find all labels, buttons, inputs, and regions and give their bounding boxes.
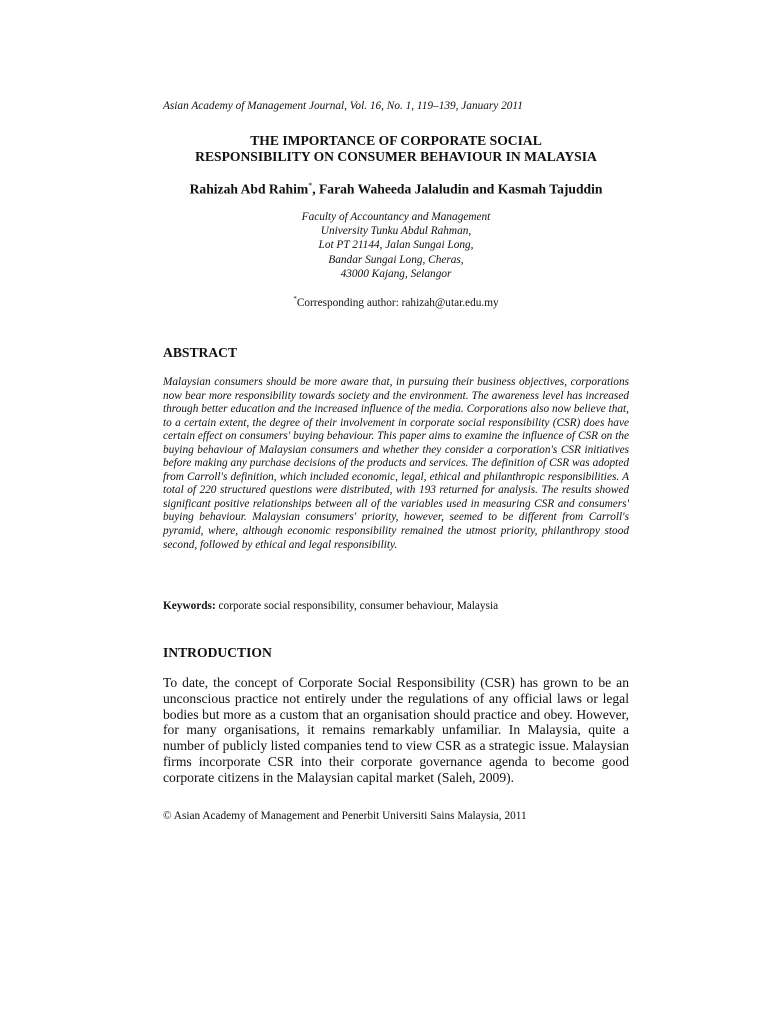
corresponding-mark: * (293, 295, 297, 303)
author-list (163, 181, 629, 198)
corresponding-author (163, 295, 629, 309)
keywords-text: corporate social responsibility, consumer behaviour, Malaysia (215, 600, 499, 612)
abstract-body: Malaysian consumers should be more aware that, in pursuing their business objectives, corporations now bear more responsibility towards society and the environment. The awareness level has increased through better education and the increased influence of the media. Corporations also now believe that, to a certain extent, the degree of their involvement in corporate social responsibility (CSR) does have certain effect on consumers' buying behaviour. This paper aims to examine the influence of CSR on the buying behaviour of Malaysian consumers and whether they consider a corporation's CSR initiatives before making any purchase decisions of the products and services. The definition of CSR was adopted from Carroll's definition, which included economic, legal, ethical and philanthropic responsibilities. A total of 220 structured questions were distributed, with 193 returned for analysis. The results showed significant positive relationships between all of the variables used in measuring CSR and consumers' buying behaviour. Malaysian consumers' priority, however, seemed to be different from Carroll's pyramid, where, although economic responsibility remained the utmost priority, philanthropy stood second, followed by ethical and legal responsibility. (163, 376, 629, 551)
corresponding-author-text: Corresponding author: rahizah@utar.edu.my (296, 296, 499, 309)
abstract-heading: ABSTRACT (163, 345, 238, 360)
journal-citation: Asian Academy of Management Journal, Vol. 16, No. 1, 119–139, January 2011 (163, 100, 523, 112)
paper-title-line-1: THE IMPORTANCE OF CORPORATE SOCIAL (250, 133, 542, 148)
affiliation-line: Lot PT 21144, Jalan Sungai Long, (318, 239, 474, 252)
affiliation-line: University Tunku Abdul Rahman, (320, 225, 472, 238)
author-primary: Rahizah Abd Rahim (189, 181, 309, 197)
author-others: , Farah Waheeda Jalaludin and Kasmah Tajuddin (312, 181, 603, 197)
keywords-label: Keywords: (163, 600, 216, 612)
introduction-heading: INTRODUCTION (163, 645, 272, 660)
affiliation-line: 43000 Kajang, Selangor (340, 267, 452, 280)
copyright-footer: © Asian Academy of Management and Penerbit Universiti Sains Malaysia, 2011 (163, 810, 527, 822)
introduction-body: To date, the concept of Corporate Social Responsibility (CSR) has grown to be an unconscious practice not entirely under the regulations of any official laws or legal bodies but more as a custom that an organisation should practice and obey. However, for many organisations, it remains remarkably unfamiliar. In Malaysia, quite a number of publicly listed companies tend to view CSR as a strategic issue. Malaysian firms incorporate CSR into their corporate governance agenda to become good corporate citizens in the Malaysian capital market (Saleh, 2009). (163, 675, 629, 785)
paper-title-line-2: RESPONSIBILITY ON CONSUMER BEHAVIOUR IN MALAYSIA (195, 149, 597, 164)
affiliation-block (163, 210, 629, 281)
paper-title (163, 133, 629, 165)
affiliation-line: Bandar Sungai Long, Cheras, (328, 253, 464, 266)
author-corresponding-mark: * (308, 181, 313, 190)
affiliation-line: Faculty of Accountancy and Management (301, 211, 491, 223)
keywords (163, 600, 629, 612)
